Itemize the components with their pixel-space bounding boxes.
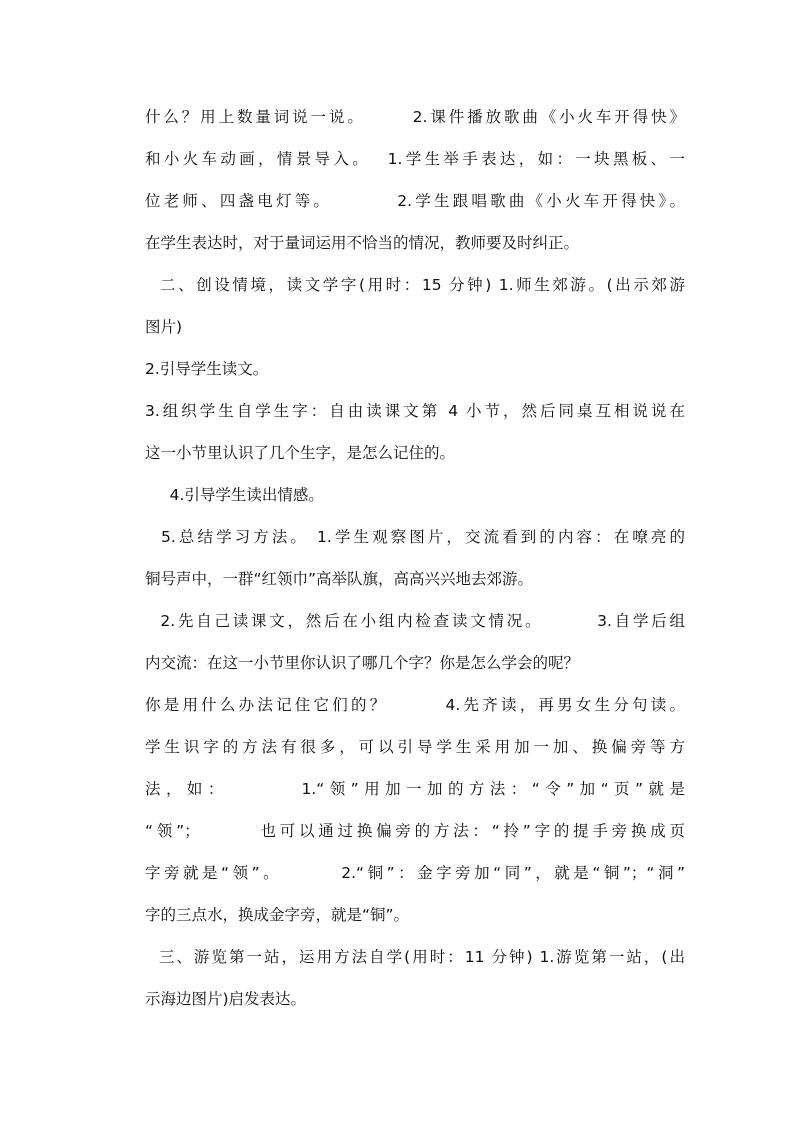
- section-heading-line: 三、游览第一站，运用方法自学(用时：11 分钟) 1.游览第一站，(出: [145, 948, 685, 966]
- text-line: 5.总结学习方法。 1.学生观察图片，交流看到的内容：在嘹亮的: [145, 528, 685, 546]
- text-line: “领”； 也可以通过换偏旁的方法：“拎”字的提手旁换成页: [145, 822, 685, 840]
- text-line: 铜号声中，一群“红领巾”高举队旗，高高兴兴地去郊游。: [145, 570, 534, 588]
- text-line: 字旁就是“领”。 2.“铜”：金字旁加“同”，就是“铜”；“洞”: [145, 864, 685, 882]
- text-line: 在学生表达时，对于量词运用不恰当的情况，教师要及时纠正。: [145, 234, 580, 252]
- text-line: 内交流：在这一小节里你认识了哪几个字？你是怎么学会的呢？: [145, 654, 580, 672]
- text-line: 字的三点水，换成金字旁，就是“铜”。: [145, 906, 410, 924]
- text-line: 2.引导学生读文。: [145, 360, 269, 378]
- text-line: 法，如： 1.“领”用加一加的方法：“令”加“页”就是: [145, 780, 685, 798]
- text-line: 你是用什么办法记住它们的？ 4.先齐读，再男女生分句读。: [145, 696, 685, 714]
- text-line: 学生识字的方法有很多，可以引导学生采用加一加、换偏旁等方: [145, 738, 685, 756]
- text-line: 示海边图片)启发表达。: [145, 990, 307, 1008]
- text-line: 什么？用上数量词说一说。 2.课件播放歌曲《小火车开得快》: [145, 108, 685, 126]
- text-line: 位老师、四盏电灯等。 2.学生跟唱歌曲《小火车开得快》。: [145, 192, 685, 210]
- text-line: 4.引导学生读出情感。: [145, 486, 324, 504]
- text-line: 3.组织学生自学生字：自由读课文第 4 小节，然后同桌互相说说在: [145, 402, 685, 420]
- text-line: 图片): [145, 318, 183, 336]
- section-heading-line: 二、创设情境，读文学字(用时：15 分钟) 1.师生郊游。(出示郊游: [145, 276, 685, 294]
- text-line: 2.先自己读课文，然后在小组内检查读文情况。 3.自学后组: [145, 612, 685, 630]
- text-line: 和小火车动画，情景导入。 1.学生举手表达，如：一块黑板、一: [145, 150, 685, 168]
- text-line: 这一小节里认识了几个生字，是怎么记住的。: [145, 444, 456, 462]
